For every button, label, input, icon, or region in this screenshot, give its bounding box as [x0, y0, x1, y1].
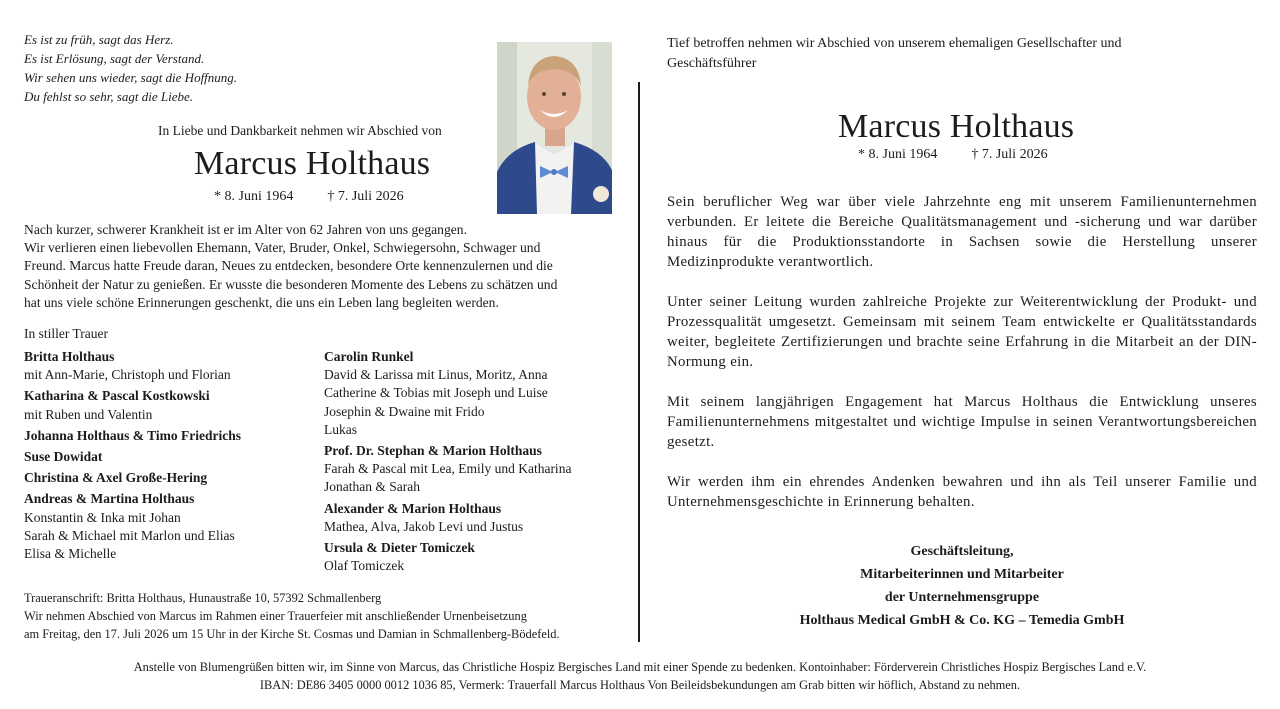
paragraph-line: Freund. Marcus hatte Freude daran, Neues zu entdecken, besondere Orte kennenzulernen und die	[24, 258, 553, 274]
family-head: Ursula & Dieter Tomiczek	[324, 540, 475, 556]
death-date: † 7. Juli 2026	[327, 189, 404, 204]
family-head: Suse Dowidat	[24, 449, 103, 465]
donation-note	[0, 658, 1280, 694]
donation-line: Anstelle von Blumengrüßen bitten wir, im Sinne von Marcus, das Christliche Hospiz Bergisches Land mit einer Spende zu bedenken. Kontoinhaber: Förderverein Christliches Hospiz Bergisches Land e.V.	[133, 660, 1147, 674]
family-entry	[324, 348, 571, 439]
family-entry	[24, 448, 241, 466]
family-head: Alexander & Marion Holthaus	[324, 500, 502, 516]
family-line: David & Larissa mit Linus, Moritz, Anna	[324, 367, 548, 383]
life-dates-company	[858, 147, 1048, 163]
family-entry	[324, 539, 571, 575]
family-entry	[24, 348, 241, 384]
family-head: Andreas & Martina Holthaus	[24, 491, 195, 507]
family-line: Olaf Tomiczek	[324, 558, 405, 574]
birth-date: * 8. Juni 1964	[858, 147, 938, 162]
family-head: Britta Holthaus	[24, 349, 115, 364]
paragraph-line: hat uns viele schöne Erinnerungen geschenkt, die uns ein Leben lang begleiten werden.	[24, 294, 499, 310]
family-head: Katharina & Pascal Kostkowski	[24, 388, 210, 404]
family-head: Prof. Dr. Stephan & Marion Holthaus	[324, 443, 542, 459]
family-entry	[324, 500, 571, 536]
intro-line: Geschäftsführer	[667, 56, 757, 71]
paragraph-line: Nach kurzer, schwerer Krankheit ist er im Alter von 62 Jahren von uns gegangen.	[24, 222, 467, 237]
family-line: Catherine & Tobias mit Joseph und Luise	[324, 385, 548, 401]
company-paragraph: Unter seiner Leitung wurden zahlreiche Projekte zur Weiterentwicklung der Produkt- und Prozessqualität umgesetzt. Gemeinsam mit seinem Team entwickelte er Qualitätsstandards weiter, begleitete Zertifizierungen und brachte seine Erfahrung in die Mitarbeit an der DIN-Normung ein.	[667, 294, 1257, 370]
poem-line: Du fehlst so sehr, sagt die Liebe.	[24, 89, 193, 104]
family-line: Jonathan & Sarah	[324, 479, 420, 495]
poem-line: Wir sehen uns wieder, sagt die Hoffnung.	[24, 70, 238, 85]
intro-line: Tief betroffen nehmen wir Abschied von unserem ehemaligen Gesellschafter und	[667, 36, 1122, 51]
family-head: Carolin Runkel	[324, 349, 414, 364]
family-line: Josephin & Dwaine mit Frido	[324, 403, 485, 419]
birth-date: * 8. Juni 1964	[214, 189, 294, 204]
company-paragraph: Sein beruflicher Weg war über viele Jahrzehnte eng mit unserem Familienunternehmen verbunden. Er leitete die Bereiche Qualitätsmanagement und -sicherung und war darüber hinaus für die Produktionsstandorte in Sachsen sowie die Herstellung unserer Medizinprodukte verantwortlich.	[667, 194, 1257, 270]
death-date: † 7. Juli 2026	[971, 147, 1048, 162]
family-line: mit Ruben und Valentin	[24, 406, 153, 422]
family-line: Elisa & Michelle	[24, 546, 117, 562]
paragraph-line: Schönheit der Natur zu genießen. Er wusste die besonderen Momente des Lebens zu schätzen und	[24, 276, 558, 292]
family-line: Konstantin & Inka mit Johan	[24, 509, 181, 525]
intro-text: In Liebe und Dankbarkeit nehmen wir Abschied von	[158, 123, 442, 138]
donation-line: IBAN: DE86 3405 0000 0012 1036 85, Vermerk: Trauerfall Marcus Holthaus Von Beileidsbekundungen am Grab bitten wir höflich, Abstand zu nehmen.	[259, 678, 1021, 692]
family-entry	[24, 490, 241, 563]
poem-line: Es ist zu früh, sagt das Herz.	[24, 32, 174, 47]
family-entry	[324, 442, 571, 497]
obituary-paragraph	[24, 221, 614, 312]
family-line: Mathea, Alva, Jakob Levi und Justus	[324, 518, 524, 534]
poem	[24, 30, 237, 106]
family-entry	[24, 427, 241, 445]
portrait-photo	[497, 42, 612, 214]
paragraph-line: Wir verlieren einen liebevollen Ehemann, Vater, Bruder, Onkel, Schwiegersohn, Schwager und	[24, 240, 541, 256]
mourners-column-1	[24, 348, 241, 566]
signature-line: Holthaus Medical GmbH & Co. KG – Temedia GmbH	[799, 613, 1125, 628]
signature-line: der Unternehmensgruppe	[884, 590, 1040, 605]
signature-line: Geschäftsleitung,	[910, 544, 1014, 559]
family-line: mit Ann-Marie, Christoph und Florian	[24, 367, 231, 383]
company-paragraph: Wir werden ihm ein ehrendes Andenken bewahren und ihn als Teil unserer Familie und Unternehmensgeschichte in Erinnerung behalten.	[667, 474, 1257, 510]
family-head: Johanna Holthaus & Timo Friedrichs	[24, 427, 242, 443]
company-signature	[667, 540, 1257, 632]
family-line: Sarah & Michael mit Marlon und Elias	[24, 527, 235, 543]
family-entry	[24, 387, 241, 423]
mourners-column-2	[324, 348, 571, 578]
family-head: Christina & Axel Große-Hering	[24, 470, 208, 486]
mourning-label: In stiller Trauer	[24, 326, 108, 341]
signature-line: Mitarbeiterinnen und Mitarbeiter	[860, 567, 1064, 582]
funeral-line: am Freitag, den 17. Juli 2026 um 15 Uhr in der Kirche St. Cosmas und Damian in Schmallenberg-Bödefeld.	[24, 626, 560, 641]
life-dates	[214, 189, 404, 205]
poem-line: Es ist Erlösung, sagt der Verstand.	[24, 51, 205, 66]
column-divider	[638, 82, 640, 642]
family-line: Farah & Pascal mit Lea, Emily und Katharina	[324, 461, 572, 477]
funeral-line: Traueranschrift: Britta Holthaus, Hunaustraße 10, 57392 Schmallenberg	[24, 591, 382, 605]
company-intro	[667, 34, 1121, 74]
funeral-details	[24, 590, 560, 643]
funeral-line: Wir nehmen Abschied von Marcus im Rahmen einer Trauerfeier mit anschließender Urnenbeisetzung	[24, 608, 527, 623]
deceased-name: Marcus Holthaus	[194, 145, 431, 182]
deceased-name-company: Marcus Holthaus	[838, 108, 1075, 145]
family-entry	[24, 469, 241, 487]
company-paragraph: Mit seinem langjährigen Engagement hat Marcus Holthaus die Entwicklung unseres Familienunternehmens mitgestaltet und wichtige Impulse in seinen Verantwortungsbereichen gesetzt.	[667, 394, 1257, 450]
family-line: Lukas	[324, 421, 357, 437]
